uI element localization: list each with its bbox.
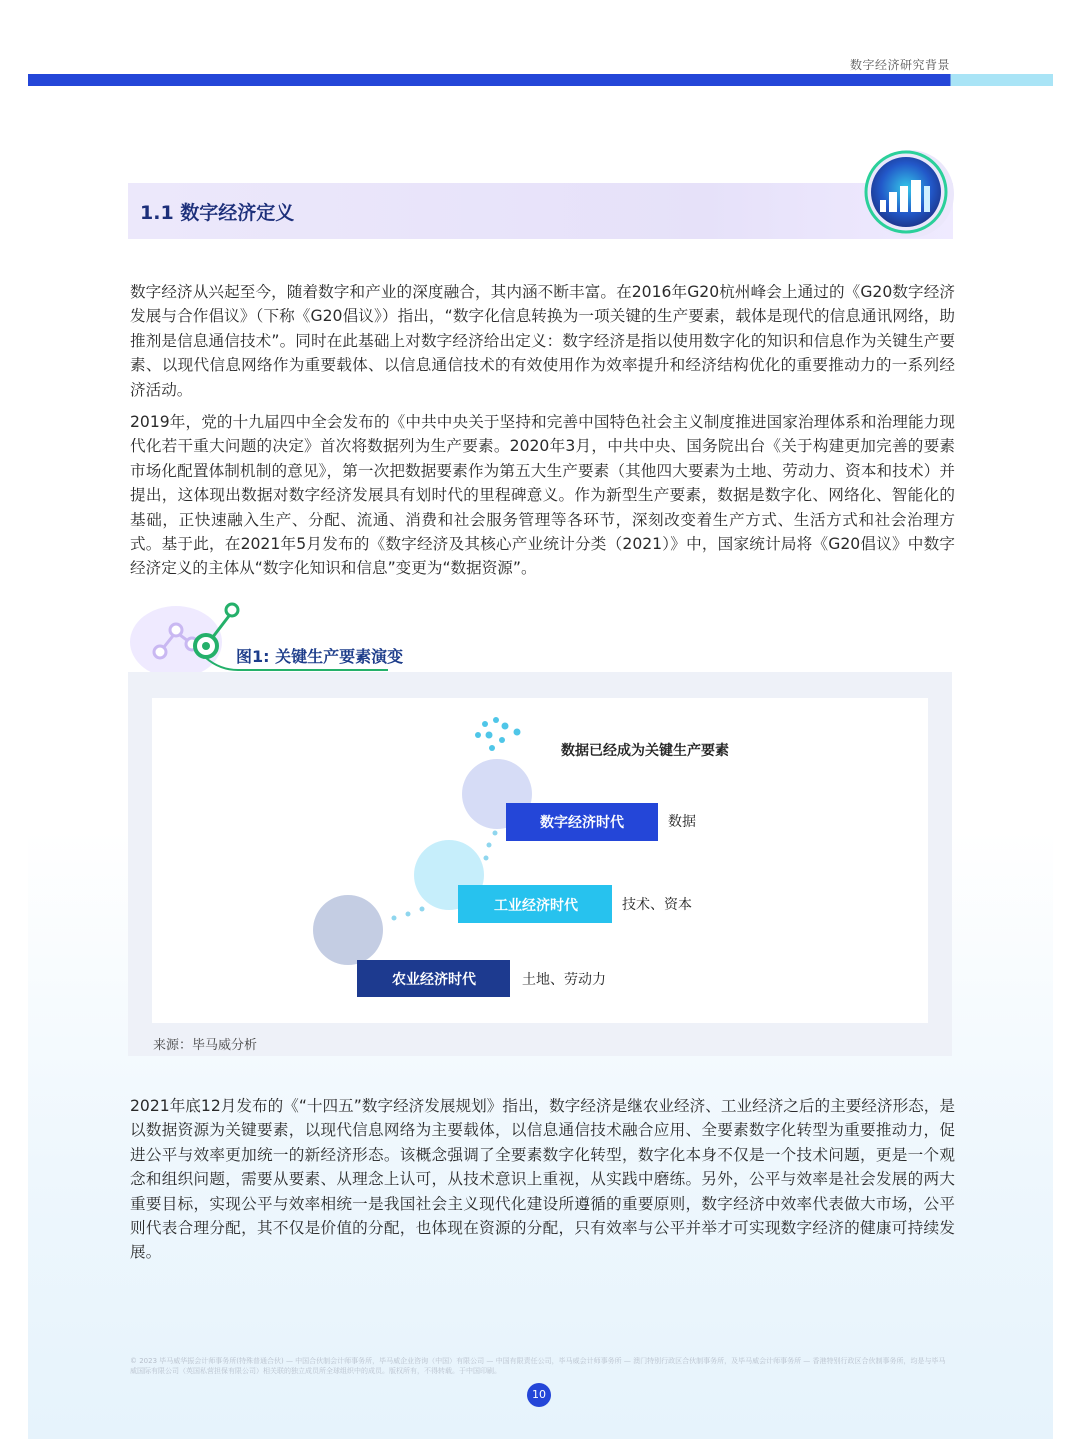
bar-chart-icon [860, 140, 960, 240]
factor-evolution-diagram [152, 698, 928, 1023]
footer-legal-text: © 2023 毕马威华振会计师事务所(特殊普通合伙) — 中国合伙制会计师事务所，毕马威企业咨询（中国）有限公司 — 中国有限责任公司，毕马威会计师事务所 — 澳门特别行政区合伙制事务所，及毕马威会计师事务所 — 香港特别行政区合伙制事务所，均是与毕马威国际有限公司（英国私营担保有限公司）相关联的独立成员所全球组织中的成员。版权所有，不得转载。于中国印刷。 [130, 1357, 946, 1375]
stage-factors-agriculture: 土地、劳动力 [522, 972, 606, 988]
paragraph-1: 数字经济从兴起至今，随着数字和产业的深度融合，其内涵不断丰富。在2016年G20杭州峰会上通过的《G20数字经济发展与合作倡议》（下称《G20倡议》）指出，“数字化信息转换为一项关键的生产要素，载体是现代的信息通讯网络，助推剂是信息通信技术”。同时在此基础上对数字经济给出定义：数字经济是指以使用数字化的知识和信息作为关键生产要素、以现代信息网络作为重要载体、以信息通信技术的有效使用作为效率提升和经济结构优化的重要推动力的一系列经济活动。 [130, 283, 955, 399]
stage-circle-agriculture [313, 895, 383, 965]
header-accent-bar [28, 74, 1053, 86]
paragraph-2: 2019年，党的十九届四中全会发布的《中共中央关于坚持和完善中国特色社会主义制度推进国家治理体系和治理能力现代化若干重大问题的决定》首次将数据列为生产要素。2020年3月，中共中央、国务院出台《关于构建更加完善的要素市场化配置体制机制的意见》，第一次把数据要素作为第五大生产要素（其他四大要素为土地、劳动力、资本和技术）并提出，这体现出数据对数字经济发展具有划时代的里程碑意义。作为新型生产要素，数据是数字化、网络化、智能化的基础，正快速融入生产、分配、流通、消费和社会服务管理等各环节，深刻改变着生产方式、生活方式和社会治理方式。基于此，在2021年5月发布的《数字经济及其核心产业统计分类（2021）》中，国家统计局将《G20倡议》中数字经济定义的主体从“数字化知识和信息”变更为“数据资源”。 [130, 413, 955, 578]
header-section-label: 数字经济研究背景 [849, 58, 950, 72]
figure-headline: 数据已经成为关键生产要素 [561, 743, 729, 759]
page-number: 10 [527, 1383, 551, 1407]
figure-title: 图1: 关键生产要素演变 [236, 647, 404, 666]
stage-label-agriculture: 农业经济时代 [392, 972, 476, 988]
stage-factors-digital: 数据 [668, 814, 696, 830]
network-nodes-icon [128, 600, 388, 680]
stage-factors-industrial: 技术、资本 [622, 897, 692, 913]
sparkle-dots [475, 717, 521, 751]
paragraph-3: 2021年底12月发布的《“十四五”数字经济发展规划》指出，数字经济是继农业经济、工业经济之后的主要经济形态，是以数据资源为关键要素，以现代信息网络为主要载体，以信息通信技术融合应用、全要素数字化转型为重要推动力，促进公平与效率更加统一的新经济形态。该概念强调了全要素数字化转型，数字化本身不仅是一个技术问题，更是一个观念和组织问题，需要从要素、从理念上认可，从技术意识上重视，从实践中磨练。另外，公平与效率是社会发展的两大重要目标，实现公平与效率相统一是我国社会主义现代化建设所遵循的重要原则，数字经济中效率代表做大市场，公平则代表合理分配，其不仅是价值的分配，也体现在资源的分配，只有效率与公平并举才可实现数字经济的健康可持续发展。 [130, 1097, 955, 1262]
figure-source: 来源：毕马威分析 [153, 1038, 258, 1053]
section-title: 1.1 数字经济定义 [140, 202, 295, 224]
stage-label-digital: 数字经济时代 [540, 815, 624, 831]
stage-label-industrial: 工业经济时代 [494, 898, 578, 914]
